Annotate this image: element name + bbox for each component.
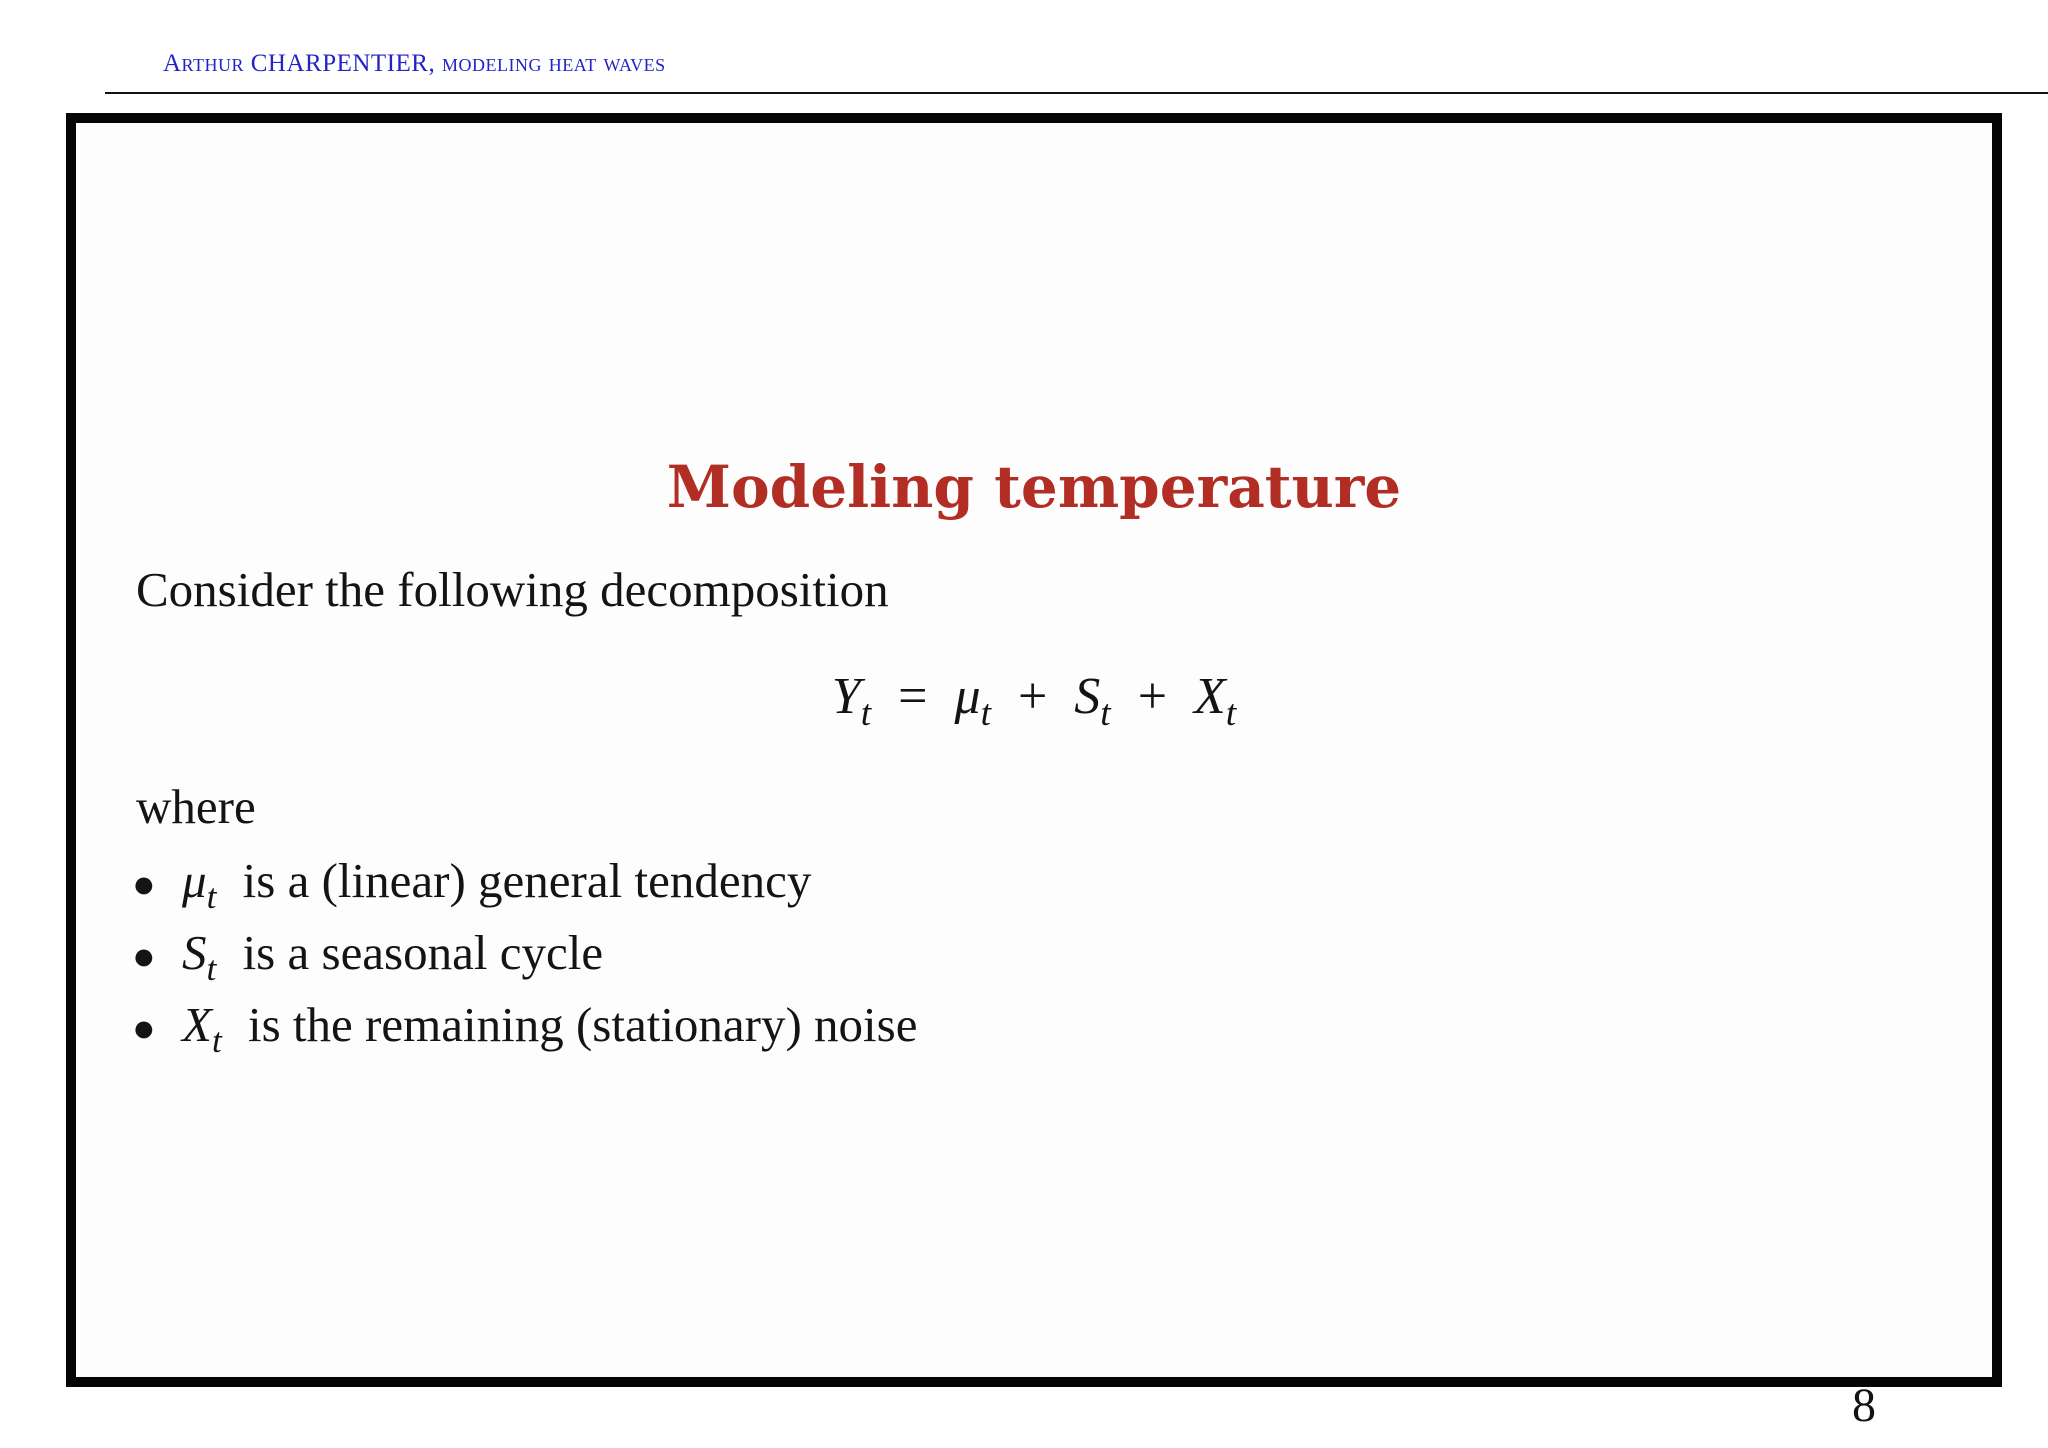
eq-equals: = bbox=[898, 668, 928, 725]
bullet-icon: ● bbox=[132, 1007, 156, 1050]
header-topic: modeling heat waves bbox=[441, 50, 666, 77]
bullet-symbol-sub: t bbox=[206, 949, 217, 989]
bullet-symbol-sub: t bbox=[211, 1021, 222, 1061]
eq-lhs-sub: t bbox=[860, 692, 872, 734]
bullet-text: is a (linear) general tendency bbox=[242, 853, 812, 908]
eq-term-s-sub: t bbox=[1100, 692, 1111, 734]
eq-lhs: Y bbox=[831, 668, 861, 725]
eq-plus-1: + bbox=[1017, 668, 1048, 725]
header-rule bbox=[105, 92, 2048, 94]
eq-term-mu-sub: t bbox=[980, 692, 991, 734]
slide-header bbox=[163, 50, 666, 78]
eq-term-mu: μ bbox=[954, 668, 981, 725]
component-list bbox=[132, 845, 918, 1061]
slide-frame bbox=[66, 113, 2002, 1387]
page-number: 8 bbox=[1852, 1379, 1876, 1432]
list-item bbox=[132, 917, 918, 989]
bullet-text: is a seasonal cycle bbox=[242, 925, 604, 980]
bullet-icon: ● bbox=[132, 935, 156, 978]
decomposition-equation bbox=[76, 667, 1992, 735]
bullet-icon: ● bbox=[132, 863, 156, 906]
bullet-symbol: μ bbox=[182, 853, 207, 908]
bullet-text: is the remaining (stationary) noise bbox=[248, 997, 918, 1052]
eq-term-x-sub: t bbox=[1225, 692, 1237, 734]
bullet-symbol-sub: t bbox=[206, 877, 217, 917]
bullet-symbol: X bbox=[182, 997, 212, 1052]
list-item bbox=[132, 989, 918, 1061]
eq-term-x: X bbox=[1194, 668, 1226, 725]
list-item bbox=[132, 845, 918, 917]
header-author-last: CHARPENTIER, bbox=[250, 50, 436, 77]
where-text: where bbox=[136, 779, 256, 834]
bullet-symbol: S bbox=[182, 925, 207, 980]
slide-title: Modeling temperature bbox=[666, 453, 1402, 521]
eq-term-s: S bbox=[1074, 668, 1101, 725]
header-author-first: Arthur bbox=[163, 50, 244, 77]
intro-text: Consider the following decomposition bbox=[136, 562, 889, 617]
eq-plus-2: + bbox=[1137, 668, 1168, 725]
